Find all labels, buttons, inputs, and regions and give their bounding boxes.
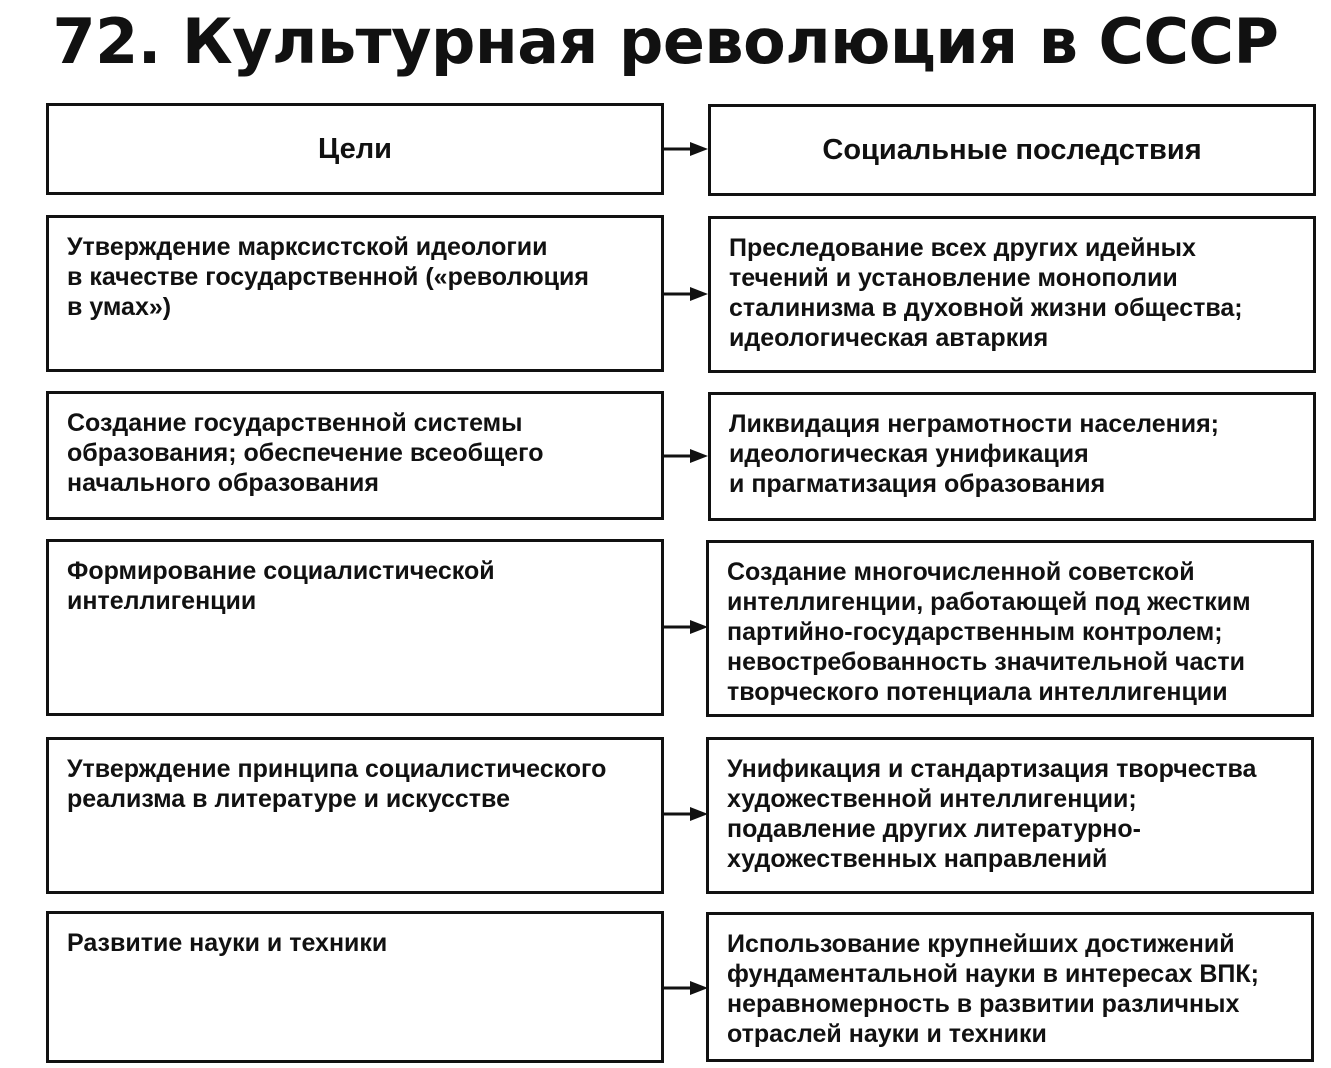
arrow-icon <box>664 978 708 998</box>
consequence-box: Создание многочисленной советской интеллигенции, работающей под жестким партийно-государственным контролем; невостребованность значительной части творческого потенциала интеллигенции <box>706 540 1314 717</box>
arrow-icon <box>664 139 708 159</box>
goals-header: Цели <box>46 103 664 195</box>
consequences-header: Социальные последствия <box>708 104 1316 196</box>
consequence-box: Ликвидация неграмотности населения; идеологическая унификация и прагматизация образования <box>708 392 1316 521</box>
goal-box: Утверждение принципа социалистического реализма в литературе и искусстве <box>46 737 664 894</box>
arrow-icon <box>664 804 708 824</box>
arrow-icon <box>664 446 708 466</box>
consequence-box: Преследование всех других идейных течений и установление монополии сталинизма в духовной жизни общества; идеологическая автаркия <box>708 216 1316 373</box>
page-title: 72. Культурная революция в СССР <box>52 5 1279 78</box>
goal-box: Создание государственной системы образования; обеспечение всеобщего начального образования <box>46 391 664 520</box>
goal-box: Развитие науки и техники <box>46 911 664 1063</box>
goal-box: Формирование социалистической интеллигенции <box>46 539 664 716</box>
goal-box: Утверждение марксистской идеологии в качестве государственной («революция в умах») <box>46 215 664 372</box>
consequence-box: Унификация и стандартизация творчества художественной интеллигенции; подавление других литературно- художественных направлений <box>706 737 1314 894</box>
consequence-box: Использование крупнейших достижений фундаментальной науки в интересах ВПК; неравномерность в развитии различных отраслей науки и техники <box>706 912 1314 1062</box>
arrow-icon <box>664 617 708 637</box>
arrow-icon <box>664 284 708 304</box>
